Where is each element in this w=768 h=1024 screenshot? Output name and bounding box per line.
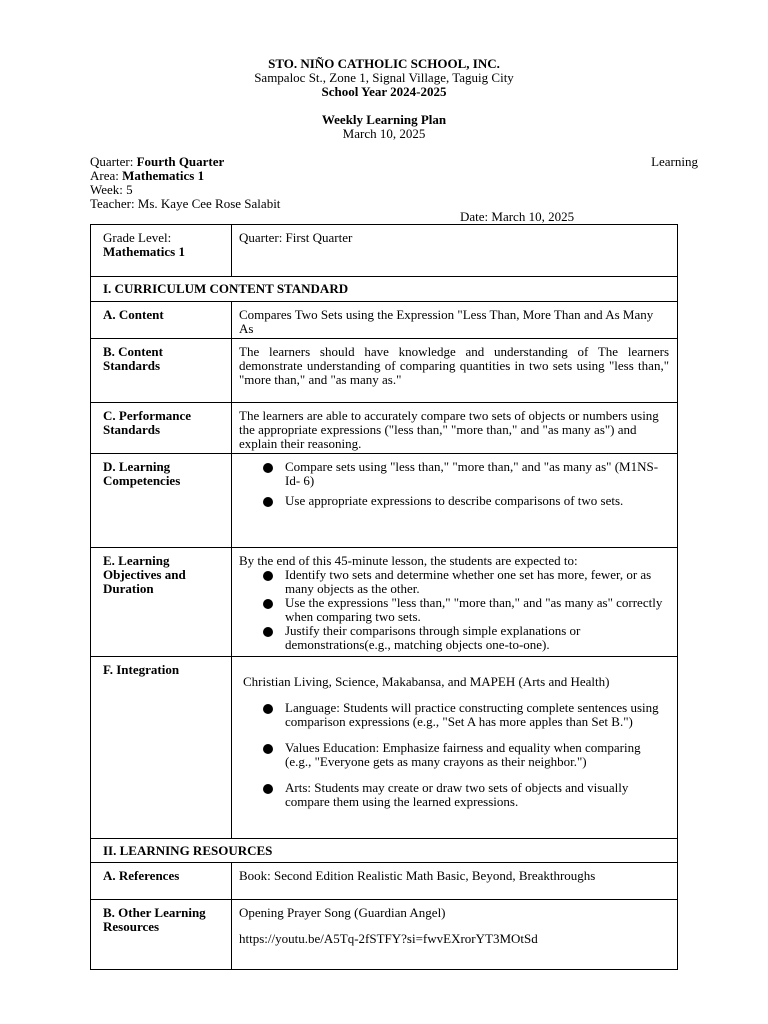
integration-intro: Christian Living, Science, Makabansa, and MAPEH (Arts and Health) (243, 674, 610, 689)
section-curriculum-row (91, 277, 677, 302)
integration-row (91, 657, 677, 839)
bullet-icon (263, 627, 273, 637)
bullet-icon (263, 571, 273, 581)
other-resources-text: Opening Prayer Song (Guardian Angel) (239, 905, 446, 920)
references-row (91, 863, 677, 900)
date-line: Date: March 10, 2025 (460, 209, 575, 224)
list-item (263, 624, 668, 652)
school-year: School Year 2024-2025 (321, 84, 447, 99)
school-address: Sampaloc St., Zone 1, Signal Village, Taguig City (254, 70, 514, 85)
performance-text: The learners are able to accurately compare two sets of objects or numbers using the appropriate expressions ("less than," "more than," and "as many as") and explain their reasoning. (239, 408, 659, 451)
content-standards-text: The learners should have knowledge and understanding of The learners demonstrate understanding of comparing quantities in two sets using "less than," "more than," and "as many as." (239, 344, 669, 387)
youtube-link[interactable]: https://youtu.be/A5Tq-2fSTFY?si=fwvEXrorYT3MOtSd (239, 931, 538, 946)
list-item (263, 781, 668, 809)
grade-level-label: Grade Level: (103, 230, 172, 245)
integration-text: Language: Students will practice constructing complete sentences using comparison expressions (e.g., "Set A has more apples than Set B.") (285, 700, 659, 729)
competencies-label: D. Learning Competencies (103, 459, 181, 488)
bullet-icon (263, 704, 273, 714)
other-resources-label: B. Other Learning Resources (103, 905, 206, 934)
teacher-line: Teacher: Ms. Kaye Cee Rose Salabit (90, 196, 281, 211)
bullet-icon (263, 497, 273, 507)
section-resources-title: II. LEARNING RESOURCES (103, 843, 273, 858)
competencies-list (263, 460, 668, 508)
performance-label: C. Performance Standards (103, 408, 192, 437)
integration-label-cell (91, 657, 232, 838)
bullet-icon (263, 744, 273, 754)
competency-text: Use appropriate expressions to describe comparisons of two sets. (285, 493, 624, 508)
bullet-icon (263, 463, 273, 473)
quarter-line (90, 155, 224, 169)
objective-text: Use the expressions "less than," "more than," and "as many as" correctly when comparing two sets. (285, 595, 663, 624)
learning-area-tail: Learning (651, 154, 698, 169)
plan-date: March 10, 2025 (342, 126, 426, 141)
school-name: STO. NIÑO CATHOLIC SCHOOL, INC. (268, 56, 500, 71)
list-item (263, 741, 668, 769)
integration-text: Arts: Students may create or draw two sets of objects and visually compare them using the learned expressions. (285, 780, 629, 809)
quarter-label: Quarter: (90, 154, 137, 169)
objectives-intro: By the end of this 45-minute lesson, the students are expected to: (239, 553, 578, 568)
references-label: A. References (103, 868, 180, 883)
integration-text: Values Education: Emphasize fairness and equality when comparing (e.g., "Everyone gets as many crayons as their neighbor.") (285, 740, 641, 769)
week-line: Week: 5 (90, 182, 133, 197)
integration-label: F. Integration (103, 662, 180, 677)
bullet-icon (263, 599, 273, 609)
references-text: Book: Second Edition Realistic Math Basic, Beyond, Breakthroughs (239, 868, 596, 883)
integration-list (263, 701, 668, 809)
performance-standards-row (91, 403, 677, 454)
content-text: Compares Two Sets using the Expression "Less Than, More Than and As Many As (239, 307, 654, 336)
competency-text: Compare sets using "less than," "more than," and "as many as" (M1NS-Id- 6) (285, 459, 659, 488)
content-row (91, 302, 677, 339)
grade-level-value: Mathematics 1 (103, 244, 185, 259)
area-line (90, 169, 204, 183)
area-label: Area: (90, 168, 123, 183)
objective-text: Justify their comparisons through simple explanations or demonstrations(e.g., matching objects one-to-one). (285, 623, 581, 652)
quarter-value: Fourth Quarter (136, 154, 225, 169)
objectives-row (91, 548, 677, 657)
competencies-row (91, 454, 677, 548)
grade-level-row (91, 225, 677, 277)
other-resources-link-wrap (239, 932, 669, 946)
objective-text: Identify two sets and determine whether one set has more, fewer, or as many objects as the other. (285, 567, 652, 596)
learning-plan-table (90, 224, 678, 970)
section-resources-row (91, 839, 677, 863)
list-item (263, 568, 668, 596)
section-curriculum-title: I. CURRICULUM CONTENT STANDARD (103, 281, 349, 296)
plan-title: Weekly Learning Plan (321, 112, 447, 127)
list-item (263, 701, 668, 729)
quarter-cell-text: Quarter: First Quarter (239, 230, 353, 245)
area-value: Mathematics 1 (122, 168, 205, 183)
objectives-list (263, 568, 668, 652)
content-standards-label: B. Content Standards (103, 344, 163, 373)
list-item (263, 460, 668, 488)
content-standards-row (91, 339, 677, 403)
list-item (263, 596, 668, 624)
list-item (263, 494, 668, 508)
content-label: A. Content (103, 307, 164, 322)
other-resources-row (91, 900, 677, 970)
bullet-icon (263, 784, 273, 794)
objectives-label: E. Learning Objectives and Duration (103, 553, 186, 596)
